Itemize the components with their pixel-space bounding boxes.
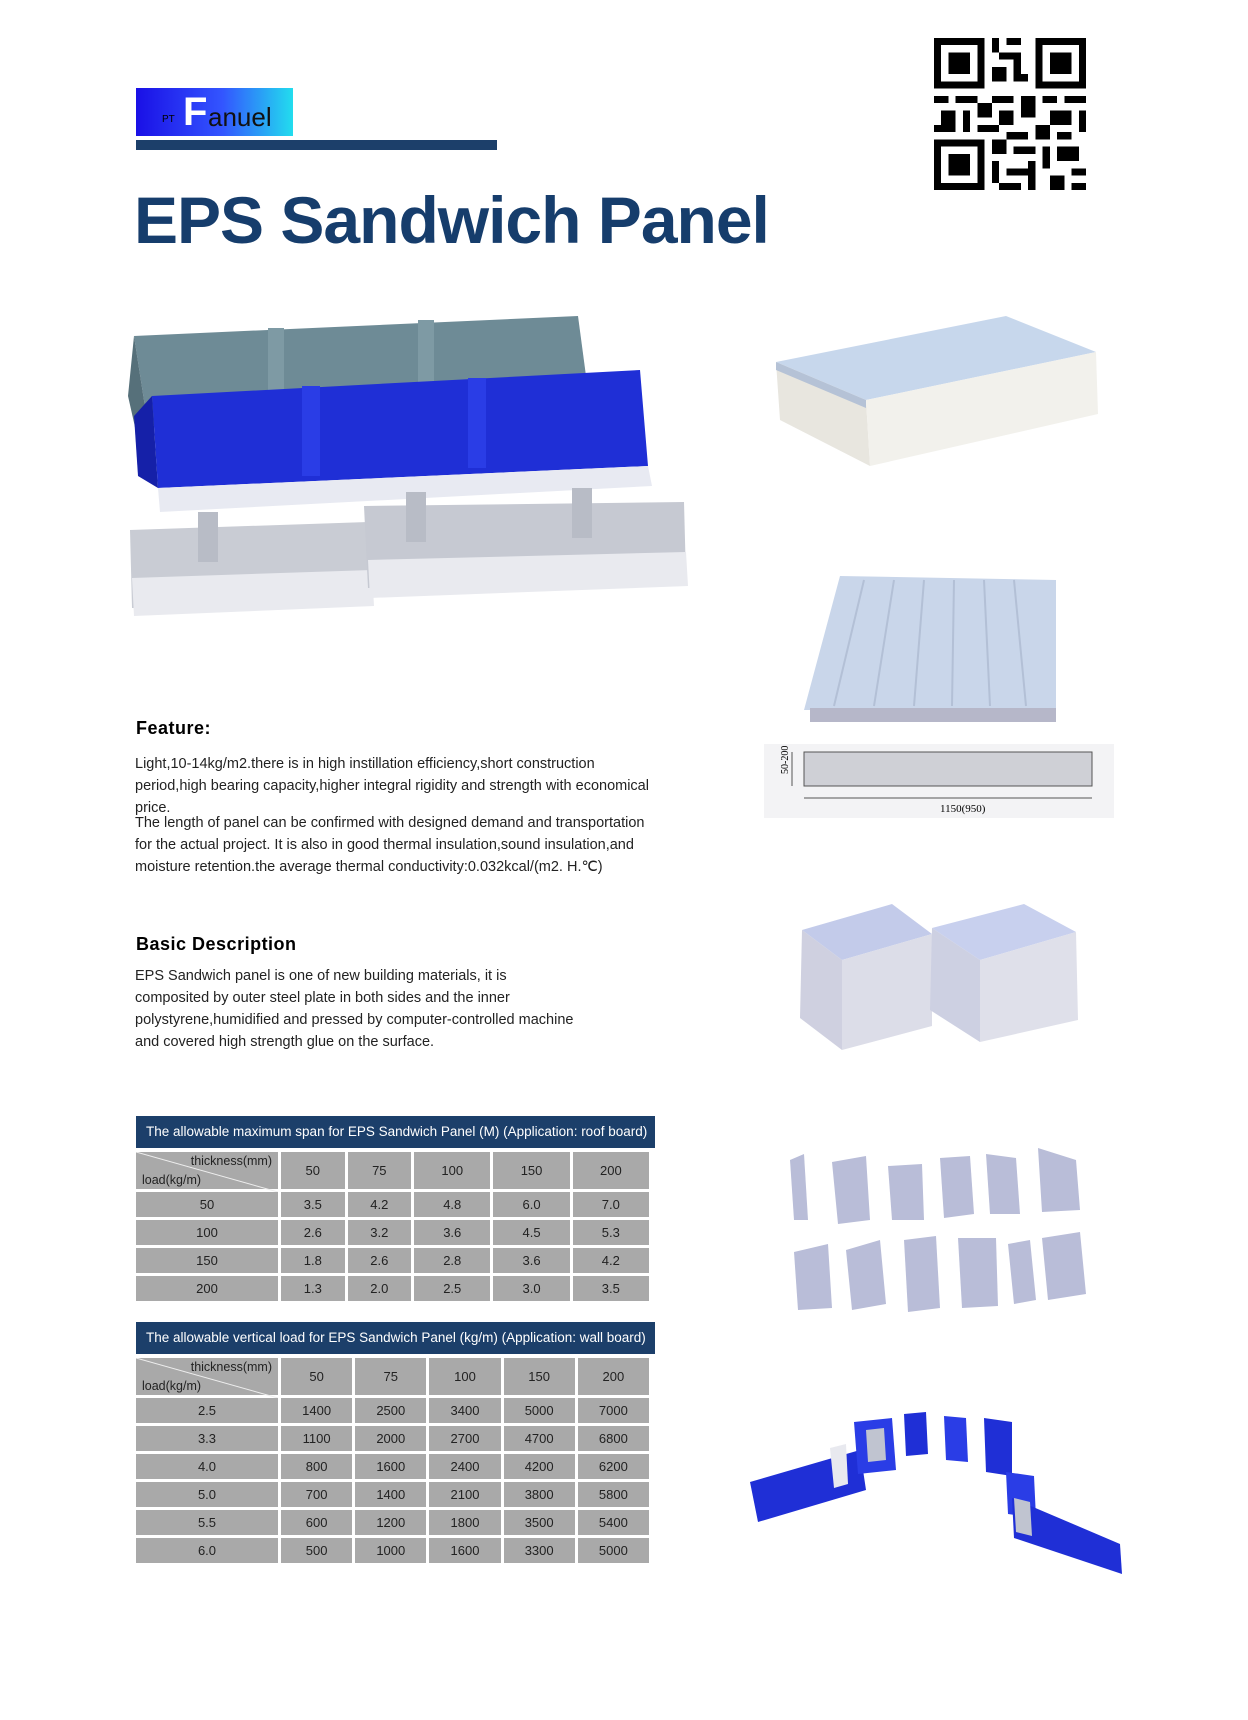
table-row bbox=[136, 1276, 649, 1301]
table-cell: 2.6 bbox=[348, 1248, 412, 1273]
table-cell: 4.2 bbox=[348, 1192, 412, 1217]
table-row bbox=[136, 1398, 649, 1423]
table-cell: 2.5 bbox=[414, 1276, 490, 1301]
table-row bbox=[136, 1482, 649, 1507]
table-cell: 2.0 bbox=[348, 1276, 412, 1301]
table-cell: 5000 bbox=[504, 1398, 575, 1423]
table-cell: 1800 bbox=[429, 1510, 500, 1535]
thickness-header: thickness(mm) bbox=[190, 1154, 272, 1168]
wall-panel-image bbox=[804, 576, 1068, 726]
table-cell: 2400 bbox=[429, 1454, 500, 1479]
page-title: EPS Sandwich Panel bbox=[134, 183, 769, 257]
table-cell: 1.3 bbox=[281, 1276, 345, 1301]
blue-accessories-image bbox=[750, 1390, 1132, 1580]
wall-load-table bbox=[133, 1355, 652, 1566]
table-row bbox=[136, 1454, 649, 1479]
table-row bbox=[136, 1192, 649, 1217]
table-cell: 6800 bbox=[578, 1426, 649, 1451]
table-cell: 3400 bbox=[429, 1398, 500, 1423]
roof-span-table bbox=[133, 1149, 652, 1304]
table-cell: 7.0 bbox=[573, 1192, 649, 1217]
row-label: 100 bbox=[136, 1220, 278, 1245]
column-header: 150 bbox=[493, 1152, 569, 1189]
table-cell: 7000 bbox=[578, 1398, 649, 1423]
table-cell: 500 bbox=[281, 1538, 352, 1563]
table-cell: 2.6 bbox=[281, 1220, 345, 1245]
row-label: 4.0 bbox=[136, 1454, 278, 1479]
table-cell: 4.8 bbox=[414, 1192, 490, 1217]
table-cell: 5800 bbox=[578, 1482, 649, 1507]
column-header: 50 bbox=[281, 1152, 345, 1189]
table-cell: 6.0 bbox=[493, 1192, 569, 1217]
table-cell: 5400 bbox=[578, 1510, 649, 1535]
column-header: 100 bbox=[414, 1152, 490, 1189]
thickness-header: thickness(mm) bbox=[190, 1360, 272, 1374]
table-row bbox=[136, 1426, 649, 1451]
grey-accessories-image bbox=[780, 1140, 1120, 1320]
row-label: 2.5 bbox=[136, 1398, 278, 1423]
table-cell: 3300 bbox=[504, 1538, 575, 1563]
table-cell: 5.3 bbox=[573, 1220, 649, 1245]
table-cell: 1100 bbox=[281, 1426, 352, 1451]
logo-prefix: PT bbox=[162, 114, 175, 125]
table-cell: 3.2 bbox=[348, 1220, 412, 1245]
column-header: 150 bbox=[504, 1358, 575, 1395]
table-cell: 3.6 bbox=[493, 1248, 569, 1273]
table-cell: 3.5 bbox=[281, 1192, 345, 1217]
table-corner-cell bbox=[136, 1152, 278, 1189]
column-header: 75 bbox=[355, 1358, 426, 1395]
roof-panels-image bbox=[118, 316, 694, 620]
table-cell: 3500 bbox=[504, 1510, 575, 1535]
qr-code-icon bbox=[934, 38, 1086, 190]
table-cell: 1600 bbox=[355, 1454, 426, 1479]
row-label: 5.5 bbox=[136, 1510, 278, 1535]
row-label: 50 bbox=[136, 1192, 278, 1217]
table-corner-cell bbox=[136, 1358, 278, 1395]
table-cell: 1400 bbox=[355, 1482, 426, 1507]
table-cell: 600 bbox=[281, 1510, 352, 1535]
table-cell: 2100 bbox=[429, 1482, 500, 1507]
table-row bbox=[136, 1538, 649, 1563]
table-cell: 3.0 bbox=[493, 1276, 569, 1301]
basic-description-text: EPS Sandwich panel is one of new building materials, it is composited by outer steel plate in both sides and the inner polystyrene,humidified and pressed by computer-controlled machine and covered high strength glue on the surface. bbox=[135, 968, 574, 1050]
logo-initial: F bbox=[183, 90, 207, 134]
table-row bbox=[136, 1510, 649, 1535]
table-cell: 4.2 bbox=[573, 1248, 649, 1273]
table-cell: 2700 bbox=[429, 1426, 500, 1451]
basic-description-heading: Basic Description bbox=[136, 934, 297, 954]
table-cell: 3.5 bbox=[573, 1276, 649, 1301]
table-header-row bbox=[136, 1152, 649, 1189]
diagram-width-label: 1150(950) bbox=[940, 803, 986, 815]
table-cell: 3.6 bbox=[414, 1220, 490, 1245]
row-label: 3.3 bbox=[136, 1426, 278, 1451]
feature-paragraph-2: The length of panel can be confirmed with designed demand and transportation for the actual project. It is also in good thermal insulation,sound insulation,and moisture retention.the average thermal conductivity:0.032kcal/(m2. H.℃) bbox=[135, 815, 645, 875]
table-cell: 4.5 bbox=[493, 1220, 569, 1245]
table-cell: 2000 bbox=[355, 1426, 426, 1451]
load-header: load(kg/m) bbox=[142, 1173, 202, 1187]
feature-paragraph-1: Light,10-14kg/m2.there is in high instillation efficiency,short construction period,high bearing capacity,higher integral rigidity and strength with economical price. bbox=[135, 756, 649, 816]
column-header: 200 bbox=[578, 1358, 649, 1395]
row-label: 150 bbox=[136, 1248, 278, 1273]
flat-panel-image bbox=[776, 316, 1100, 476]
column-header: 200 bbox=[573, 1152, 649, 1189]
table-cell: 1600 bbox=[429, 1538, 500, 1563]
table-cell: 5000 bbox=[578, 1538, 649, 1563]
table-cell: 1200 bbox=[355, 1510, 426, 1535]
panel-section-diagram bbox=[764, 744, 1114, 818]
table-row bbox=[136, 1220, 649, 1245]
table-cell: 2500 bbox=[355, 1398, 426, 1423]
table-cell: 2.8 bbox=[414, 1248, 490, 1273]
table-cell: 4700 bbox=[504, 1426, 575, 1451]
roof-table-title: The allowable maximum span for EPS Sandwich Panel (M) (Application: roof board) bbox=[136, 1116, 655, 1148]
company-logo bbox=[136, 88, 293, 136]
wall-table-title: The allowable vertical load for EPS Sandwich Panel (kg/m) (Application: wall board) bbox=[136, 1322, 655, 1354]
table-cell: 800 bbox=[281, 1454, 352, 1479]
table-cell: 1.8 bbox=[281, 1248, 345, 1273]
row-label: 5.0 bbox=[136, 1482, 278, 1507]
table-header-row bbox=[136, 1358, 649, 1395]
column-header: 75 bbox=[348, 1152, 412, 1189]
table-cell: 6200 bbox=[578, 1454, 649, 1479]
column-header: 100 bbox=[429, 1358, 500, 1395]
diagram-height-label: 50-200 bbox=[780, 745, 791, 774]
panel-samples-image bbox=[792, 890, 1114, 1066]
table-cell: 4200 bbox=[504, 1454, 575, 1479]
row-label: 6.0 bbox=[136, 1538, 278, 1563]
table-cell: 700 bbox=[281, 1482, 352, 1507]
header-rule bbox=[136, 140, 497, 150]
load-header: load(kg/m) bbox=[142, 1379, 202, 1393]
table-cell: 1400 bbox=[281, 1398, 352, 1423]
table-row bbox=[136, 1248, 649, 1273]
feature-heading: Feature: bbox=[136, 718, 212, 738]
logo-name: anuel bbox=[208, 102, 272, 132]
table-cell: 3800 bbox=[504, 1482, 575, 1507]
row-label: 200 bbox=[136, 1276, 278, 1301]
column-header: 50 bbox=[281, 1358, 352, 1395]
table-cell: 1000 bbox=[355, 1538, 426, 1563]
